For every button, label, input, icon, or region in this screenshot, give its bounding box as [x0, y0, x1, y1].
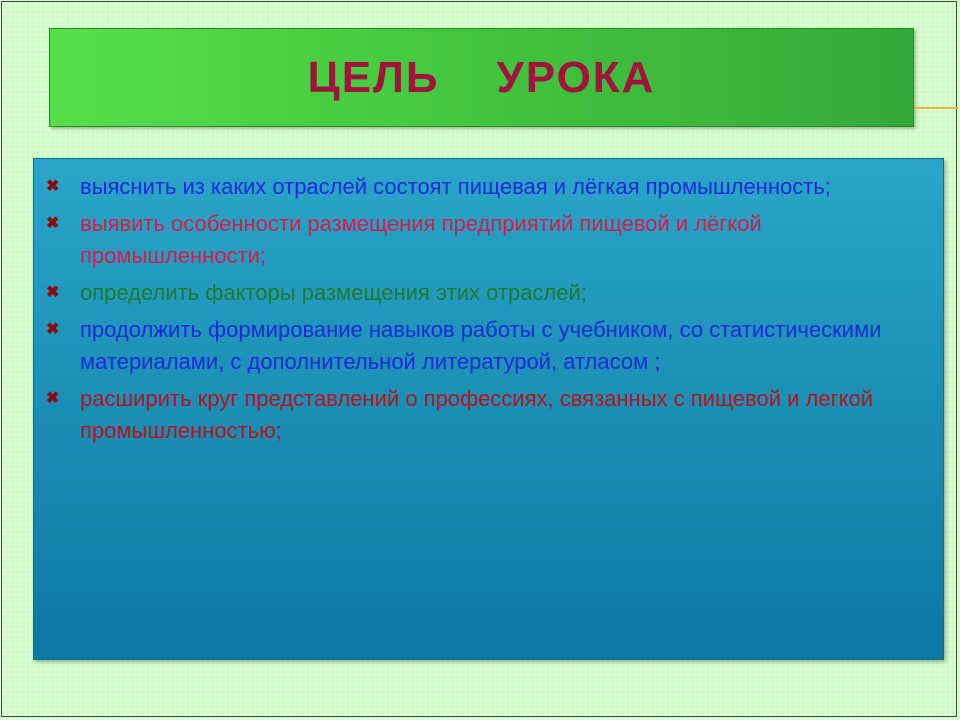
goal-item [46, 208, 926, 272]
cross-bullet-icon: ✖ [46, 178, 60, 195]
cross-bullet-icon: ✖ [46, 215, 60, 232]
goal-text: продолжить формирование навыков работы с учебником, со статистическими материалами, с дополнительной литературой, атласом ; [80, 317, 882, 374]
title-bar [49, 28, 914, 127]
decorative-accent-line [914, 107, 958, 109]
cross-bullet-icon: ✖ [46, 284, 60, 301]
goal-item [46, 277, 926, 309]
goal-text: выявить особенности размещения предприятий пищевой и лёгкой промышленности; [80, 211, 762, 268]
goal-text: определить факторы размещения этих отраслей; [80, 280, 587, 305]
goal-item [46, 171, 926, 203]
cross-bullet-icon: ✖ [46, 390, 60, 407]
slide-title: ЦЕЛЬ УРОКА [307, 52, 656, 102]
cross-bullet-icon: ✖ [46, 321, 60, 338]
goal-item [46, 314, 926, 378]
goal-text: выяснить из каких отраслей состоят пищевая и лёгкая промышленность; [80, 174, 831, 199]
goals-list [46, 171, 926, 452]
content-box [33, 158, 944, 660]
goal-item [46, 383, 926, 447]
goal-text: расширить круг представлений о профессиях, связанных с пищевой и легкой промышленностью; [80, 386, 873, 443]
